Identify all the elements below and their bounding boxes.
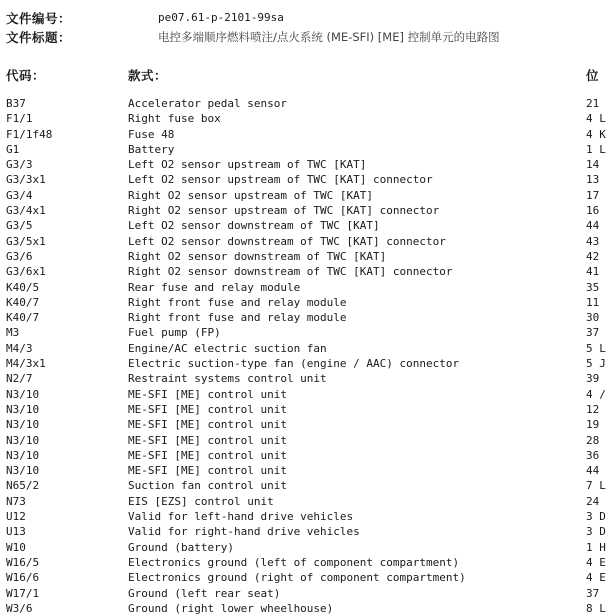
table-row (0, 478, 606, 493)
row-position: 42 (586, 249, 600, 263)
row-description: Accelerator pedal sensor (128, 97, 287, 110)
row-code: W10 (6, 540, 26, 554)
row-description: Electronics ground (left of component compartment) (128, 555, 460, 569)
column-header-position: 位 (586, 68, 600, 83)
doc-title-row (6, 27, 596, 46)
row-description: EIS [EZS] control unit (128, 494, 274, 508)
row-description: Suction fan control unit (128, 479, 287, 493)
row-position: 21 (586, 97, 600, 110)
row-position: 43 (586, 234, 600, 248)
table-row (0, 310, 602, 325)
row-code: N65/2 (6, 479, 40, 493)
row-code: W16/5 (6, 555, 40, 569)
row-code: M4/3 (6, 341, 33, 355)
row-position: 36 (586, 448, 600, 462)
row-position: 44 (586, 464, 600, 478)
table-row (0, 264, 602, 279)
table-row (0, 387, 606, 402)
row-description: Battery (128, 142, 175, 156)
row-description: Restraint systems control unit (128, 372, 327, 386)
row-code: N3/10 (6, 418, 40, 432)
row-description: Right O2 sensor downstream of TWC [KAT] connector (128, 265, 453, 279)
table-row (0, 555, 606, 570)
table-row (0, 127, 606, 142)
row-position: 39 (586, 372, 600, 386)
row-description: Rear fuse and relay module (128, 280, 301, 294)
doc-title-value: 电控多端顺序燃料喷注/点火系统 (ME-SFI) [ME] 控制单元的电路图 (158, 29, 500, 44)
row-description: ME-SFI [ME] control unit (128, 433, 287, 447)
row-position: 3 D (586, 510, 606, 524)
row-code: G3/3x1 (6, 173, 46, 187)
row-description: Left O2 sensor upstream of TWC [KAT] (128, 158, 367, 172)
table-row (0, 157, 602, 172)
row-code: G3/6 (6, 249, 33, 263)
row-position: 12 (586, 402, 600, 416)
row-position: 1 H (586, 540, 606, 554)
table-row (0, 570, 606, 585)
table-row (0, 448, 602, 463)
component-table (0, 96, 606, 616)
row-code: K40/7 (6, 295, 40, 309)
row-code: G3/5x1 (6, 234, 46, 248)
table-row (0, 96, 602, 111)
row-code: F1/1f48 (6, 127, 53, 141)
row-code: G3/5 (6, 219, 33, 233)
row-position: 28 (586, 433, 600, 447)
row-code: N2/7 (6, 372, 33, 386)
row-description: Valid for left-hand drive vehicles (128, 510, 354, 524)
row-description: Right front fuse and relay module (128, 311, 347, 325)
row-description: Valid for right-hand drive vehicles (128, 525, 360, 539)
document-header (6, 8, 596, 46)
table-row (0, 142, 606, 157)
row-code: W17/1 (6, 586, 40, 600)
row-description: Right O2 sensor upstream of TWC [KAT] (128, 188, 374, 202)
row-description: Left O2 sensor downstream of TWC [KAT] (128, 219, 380, 233)
row-code: N3/10 (6, 387, 40, 401)
row-position: 30 (586, 311, 600, 325)
row-code: N3/10 (6, 464, 40, 478)
row-position: 4 K (586, 127, 606, 141)
row-position: 11 (586, 295, 600, 309)
table-row (0, 325, 602, 340)
table-header (0, 66, 602, 86)
table-row (0, 356, 606, 371)
row-position: 44 (586, 219, 600, 233)
row-position: 37 (586, 326, 600, 340)
doc-title-label: 文件标题： (6, 29, 72, 45)
row-code: G3/4x1 (6, 204, 46, 218)
row-description: Left O2 sensor upstream of TWC [KAT] connector (128, 173, 433, 187)
row-position: 4 E (586, 555, 606, 569)
row-code: M3 (6, 326, 20, 340)
row-position: 4 E (586, 571, 606, 585)
table-row (0, 494, 602, 509)
row-description: Fuse 48 (128, 127, 175, 141)
table-row (0, 111, 606, 126)
table-row (0, 188, 602, 203)
row-code: K40/7 (6, 311, 40, 325)
table-row (0, 417, 602, 432)
table-row (0, 172, 602, 187)
row-description: Ground (right lower wheelhouse) (128, 601, 334, 615)
row-description: Fuel pump (FP) (128, 326, 221, 340)
row-description: Right O2 sensor downstream of TWC [KAT] (128, 249, 387, 263)
row-position: 41 (586, 265, 600, 279)
table-row (0, 249, 602, 264)
row-code: U13 (6, 525, 26, 539)
table-row (0, 509, 606, 524)
table-row (0, 371, 602, 386)
table-row (0, 540, 606, 555)
row-description: Left O2 sensor downstream of TWC [KAT] connector (128, 234, 446, 248)
row-code: N3/10 (6, 448, 40, 462)
doc-number-value: pe07.61-p-2101-99sa (158, 11, 284, 24)
table-row (0, 218, 602, 233)
table-row (0, 601, 606, 616)
row-description: Ground (left rear seat) (128, 586, 281, 600)
table-row (0, 433, 602, 448)
row-position: 17 (586, 188, 600, 202)
row-code: M4/3x1 (6, 357, 46, 371)
table-row (0, 524, 606, 539)
row-description: ME-SFI [ME] control unit (128, 448, 287, 462)
row-position: 3 D (586, 525, 606, 539)
row-description: Electric suction-type fan (engine / AAC) connector (128, 357, 460, 371)
row-code: N3/10 (6, 402, 40, 416)
row-description: Engine/AC electric suction fan (128, 341, 327, 355)
row-description: Electronics ground (right of component compartment) (128, 571, 466, 585)
row-position: 37 (586, 586, 600, 600)
row-position: 8 L (586, 601, 606, 615)
row-code: W3/6 (6, 601, 33, 615)
table-row (0, 295, 602, 310)
table-row (0, 402, 602, 417)
row-code: G3/4 (6, 188, 33, 202)
row-code: B37 (6, 97, 26, 110)
row-position: 19 (586, 418, 600, 432)
row-code: K40/5 (6, 280, 40, 294)
row-position: 4 L (586, 112, 606, 126)
row-description: Right fuse box (128, 112, 221, 126)
row-description: Ground (battery) (128, 540, 234, 554)
row-code: F1/1 (6, 112, 33, 126)
row-position: 35 (586, 280, 600, 294)
table-row (0, 203, 602, 218)
row-position: 5 J (586, 357, 606, 371)
column-header-model: 款式： (128, 68, 168, 83)
row-code: N73 (6, 494, 26, 508)
row-code: U12 (6, 510, 26, 524)
row-description: Right front fuse and relay module (128, 295, 347, 309)
row-position: 4 / (586, 387, 606, 401)
row-position: 1 L (586, 142, 606, 156)
row-code: N3/10 (6, 433, 40, 447)
table-row (0, 280, 602, 295)
row-description: Right O2 sensor upstream of TWC [KAT] connector (128, 204, 440, 218)
table-row (0, 586, 602, 601)
doc-number-row (6, 8, 596, 27)
table-row (0, 463, 602, 478)
row-description: ME-SFI [ME] control unit (128, 387, 287, 401)
row-position: 24 (586, 494, 600, 508)
doc-number-label: 文件编号： (6, 10, 72, 26)
table-row (0, 341, 606, 356)
row-position: 16 (586, 204, 600, 218)
table-row (0, 234, 602, 249)
row-position: 5 L (586, 341, 606, 355)
row-position: 7 L (586, 479, 606, 493)
row-code: G1 (6, 142, 20, 156)
row-description: ME-SFI [ME] control unit (128, 418, 287, 432)
row-code: G3/6x1 (6, 265, 46, 279)
column-header-code: 代码： (6, 68, 46, 83)
row-position: 14 (586, 158, 600, 172)
row-description: ME-SFI [ME] control unit (128, 464, 287, 478)
row-code: G3/3 (6, 158, 33, 172)
row-position: 13 (586, 173, 600, 187)
row-code: W16/6 (6, 571, 40, 585)
row-description: ME-SFI [ME] control unit (128, 402, 287, 416)
